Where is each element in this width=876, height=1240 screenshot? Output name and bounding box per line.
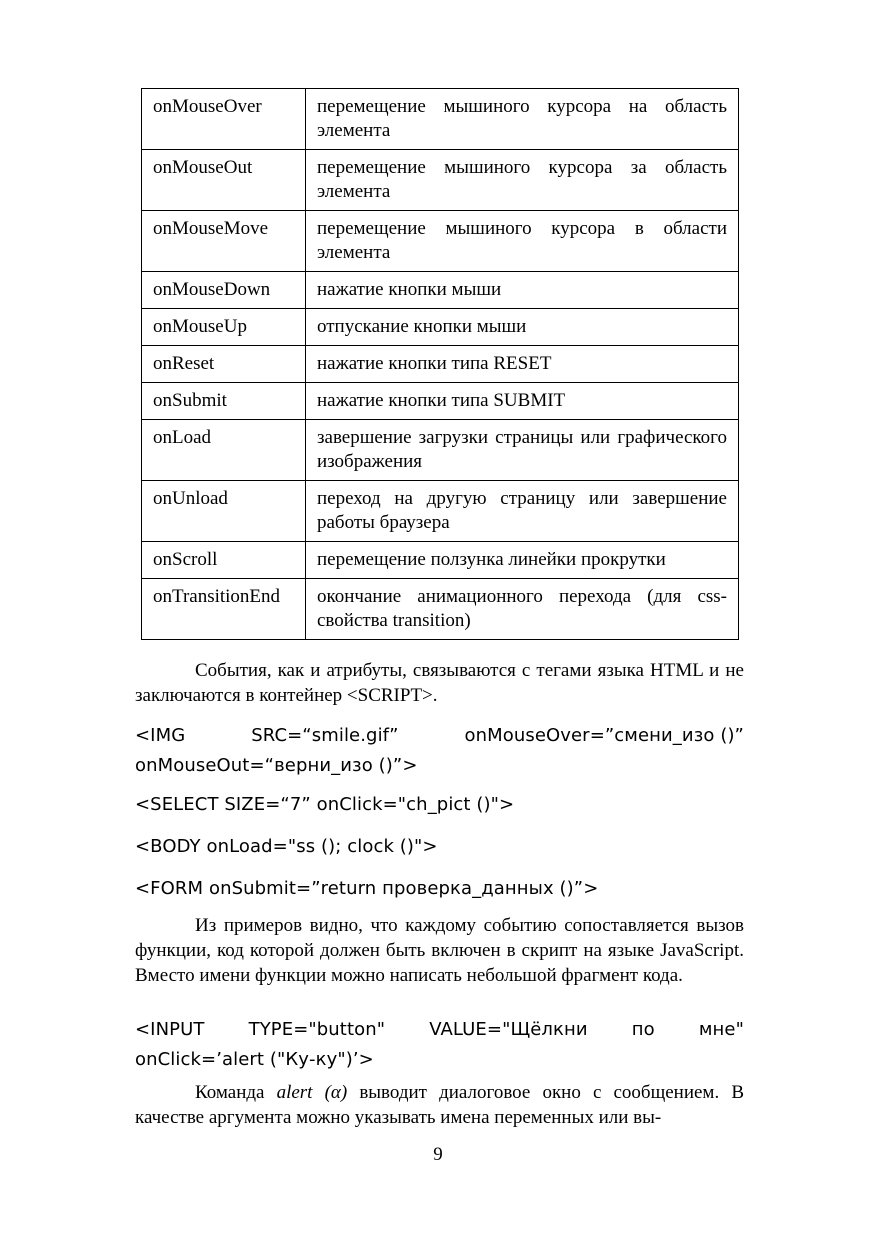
event-name-cell: onMouseOver (142, 89, 306, 150)
code-token: мне" (698, 1019, 744, 1040)
text-run: выводит диалоговое окно с сообщением. В качестве аргумента можно указывать имена переменных или вы- (135, 1082, 744, 1128)
event-description-cell: переход на другую страницу или завершение работы браузера (306, 481, 739, 542)
code-line: onMouseOut=“верни_изо ()”> (135, 755, 418, 776)
event-name-cell: onMouseMove (142, 211, 306, 272)
code-token: SRC=“smile.gif” (251, 725, 399, 746)
events-table (141, 88, 739, 640)
paragraph-function-call: Из примеров видно, что каждому событию сопоставляется вызов функции, код которой должен быть включен в скрипт на языке JavaScript. Вместо имени функции можно написать небольшой фрагмент кода. (135, 915, 744, 986)
event-name-cell: onMouseDown (142, 272, 306, 309)
table-row (142, 420, 739, 481)
table-row (142, 211, 739, 272)
event-description-cell: нажатие кнопки типа RESET (306, 346, 739, 383)
code-token: TYPE="button" (248, 1019, 386, 1040)
code-line (135, 721, 744, 751)
code-token: по (631, 1019, 655, 1040)
code-example-img (135, 721, 744, 781)
event-description-cell: окончание анимационного перехода (для css-свойства transition) (306, 579, 739, 640)
event-name-cell: onLoad (142, 420, 306, 481)
code-example-body: <BODY onLoad="ss (); clock ()"> (135, 836, 438, 857)
code-line (135, 1015, 744, 1045)
code-example-form: <FORM onSubmit=”return проверка_данных ()”> (135, 878, 599, 899)
paragraph-events-binding: События, как и атрибуты, связываются с тегами языка HTML и не заключаются в контейнер <SCRIPT>. (135, 660, 744, 706)
code-line: onClick=’alert ("Ку-ку")’> (135, 1049, 374, 1070)
event-name-cell: onSubmit (142, 383, 306, 420)
text-run: Команда (195, 1082, 277, 1103)
event-description-cell: нажатие кнопки типа SUBMIT (306, 383, 739, 420)
table-row (142, 309, 739, 346)
table-row (142, 579, 739, 640)
table-row (142, 383, 739, 420)
page-number: 9 (433, 1144, 443, 1165)
event-description-cell: завершение загрузки страницы или графического изображения (306, 420, 739, 481)
event-description-cell: отпускание кнопки мыши (306, 309, 739, 346)
events-table-body (142, 89, 739, 640)
table-row (142, 346, 739, 383)
event-description-cell: перемещение мышиного курсора в области элемента (306, 211, 739, 272)
table-row (142, 150, 739, 211)
code-example-select: <SELECT SIZE=“7” onClick="ch_pict ()"> (135, 794, 515, 815)
code-token: onMouseOver=”смени_изо ()” (464, 725, 744, 746)
table-row (142, 89, 739, 150)
event-name-cell: onMouseOut (142, 150, 306, 211)
table-row (142, 481, 739, 542)
event-name-cell: onMouseUp (142, 309, 306, 346)
event-description-cell: перемещение мышиного курсора на область элемента (306, 89, 739, 150)
table-row (142, 542, 739, 579)
code-token: VALUE="Щёлкни (429, 1019, 588, 1040)
code-token: <INPUT (135, 1019, 205, 1040)
event-name-cell: onReset (142, 346, 306, 383)
event-description-cell: перемещение ползунка линейки прокрутки (306, 542, 739, 579)
code-token: <IMG (135, 725, 186, 746)
event-description-cell: перемещение мышиного курсора за область элемента (306, 150, 739, 211)
paragraph-alert (135, 1080, 744, 1130)
code-example-input (135, 1015, 744, 1075)
event-name-cell: onScroll (142, 542, 306, 579)
italic-code-term: alert (α) (276, 1082, 348, 1103)
event-name-cell: onUnload (142, 481, 306, 542)
event-name-cell: onTransitionEnd (142, 579, 306, 640)
table-row (142, 272, 739, 309)
event-description-cell: нажатие кнопки мыши (306, 272, 739, 309)
